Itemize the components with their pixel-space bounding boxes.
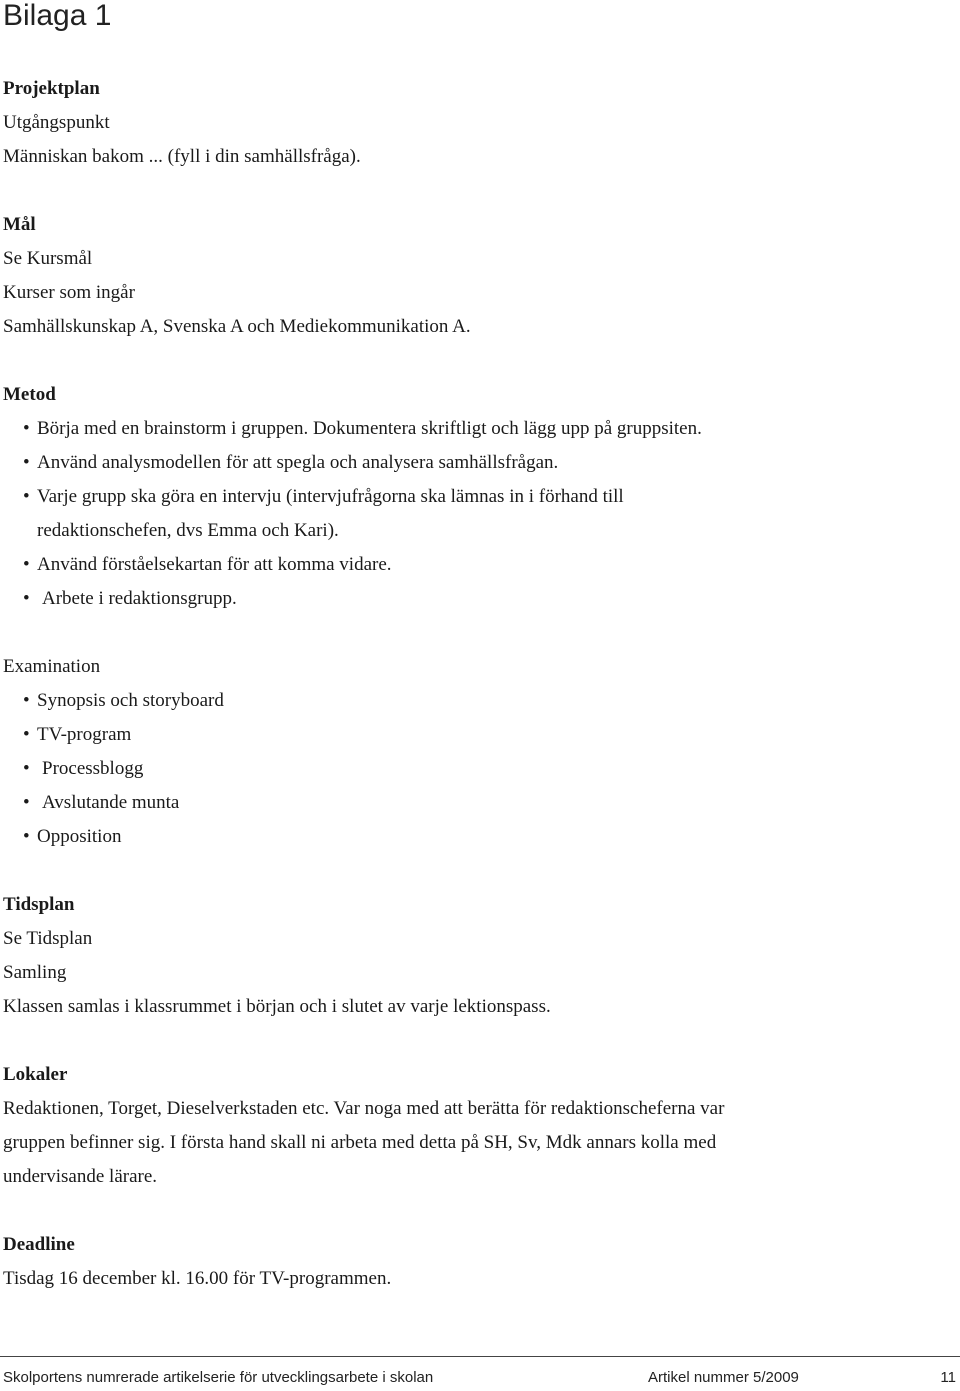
bullet-icon: • bbox=[23, 758, 30, 779]
heading-examination: Examination bbox=[3, 656, 101, 677]
list-item-text: Använd analysmodellen för att spegla och analysera samhällsfrågan. bbox=[37, 452, 559, 473]
list-item-text: Arbete i redaktionsgrupp. bbox=[42, 588, 237, 609]
heading-deadline: Deadline bbox=[3, 1234, 75, 1255]
footer-divider bbox=[0, 1356, 960, 1357]
bullet-icon: • bbox=[23, 486, 30, 507]
list-item-text: TV-program bbox=[37, 724, 132, 745]
list-item bbox=[3, 752, 953, 786]
bullet-icon: • bbox=[23, 588, 30, 609]
subheading-utgangspunkt: Utgångspunkt bbox=[3, 112, 110, 133]
tidsplan-line: Samling bbox=[3, 962, 67, 983]
deadline-text: Tisdag 16 december kl. 16.00 för TV-programmen. bbox=[3, 1268, 392, 1289]
list-item bbox=[3, 820, 953, 854]
projektplan-text: Människan bakom ... (fyll i din samhällsfråga). bbox=[3, 146, 361, 167]
bullet-icon: • bbox=[23, 724, 30, 745]
bullet-icon: • bbox=[23, 418, 30, 439]
document-body bbox=[3, 72, 953, 1296]
heading-tidsplan: Tidsplan bbox=[3, 894, 75, 915]
list-item bbox=[3, 480, 953, 514]
bullet-icon: • bbox=[23, 792, 30, 813]
list-item bbox=[3, 548, 953, 582]
mal-line: Kurser som ingår bbox=[3, 282, 135, 303]
list-item-text: Avslutande munta bbox=[42, 792, 180, 813]
heading-metod: Metod bbox=[3, 384, 56, 405]
mal-line: Samhällskunskap A, Svenska A och Mediekommunikation A. bbox=[3, 316, 471, 337]
lokaler-line: undervisande lärare. bbox=[3, 1166, 158, 1187]
heading-lokaler: Lokaler bbox=[3, 1064, 68, 1085]
page-title: Bilaga 1 bbox=[3, 0, 112, 32]
list-item bbox=[3, 718, 953, 752]
list-item bbox=[3, 684, 953, 718]
tidsplan-line: Klassen samlas i klassrummet i början och i slutet av varje lektionspass. bbox=[3, 996, 551, 1017]
lokaler-line: Redaktionen, Torget, Dieselverkstaden etc. Var noga med att berätta för redaktionscheferna var bbox=[3, 1098, 725, 1119]
bullet-icon: • bbox=[23, 826, 30, 847]
footer-article-number: Artikel nummer 5/2009 bbox=[648, 1369, 799, 1386]
list-item-text: Börja med en brainstorm i gruppen. Dokumentera skriftligt och lägg upp på gruppsiten. bbox=[37, 418, 702, 439]
bullet-icon: • bbox=[23, 452, 30, 473]
list-item-text: Processblogg bbox=[42, 758, 144, 779]
footer-series: Skolportens numrerade artikelserie för utvecklingsarbete i skolan bbox=[3, 1369, 434, 1386]
heading-mal: Mål bbox=[3, 214, 36, 235]
list-item-text: Synopsis och storyboard bbox=[37, 690, 224, 711]
tidsplan-line: Se Tidsplan bbox=[3, 928, 93, 949]
lokaler-line: gruppen befinner sig. I första hand skall ni arbeta med detta på SH, Sv, Mdk annars kolla med bbox=[3, 1132, 717, 1153]
list-item bbox=[3, 446, 953, 480]
list-item bbox=[3, 582, 953, 616]
list-item-text: Varje grupp ska göra en intervju (intervjufrågorna ska lämnas in i förhand till bbox=[37, 486, 624, 507]
footer-page-number: 11 bbox=[940, 1369, 956, 1386]
list-item-text: Använd förståelsekartan för att komma vidare. bbox=[37, 554, 392, 575]
mal-line: Se Kursmål bbox=[3, 248, 93, 269]
list-item-text: Opposition bbox=[37, 826, 122, 847]
list-item bbox=[3, 786, 953, 820]
bullet-icon: • bbox=[23, 554, 30, 575]
bullet-icon: • bbox=[23, 690, 30, 711]
heading-projektplan: Projektplan bbox=[3, 78, 100, 99]
list-item bbox=[3, 412, 953, 446]
list-item-continuation: redaktionschefen, dvs Emma och Kari). bbox=[37, 520, 339, 541]
